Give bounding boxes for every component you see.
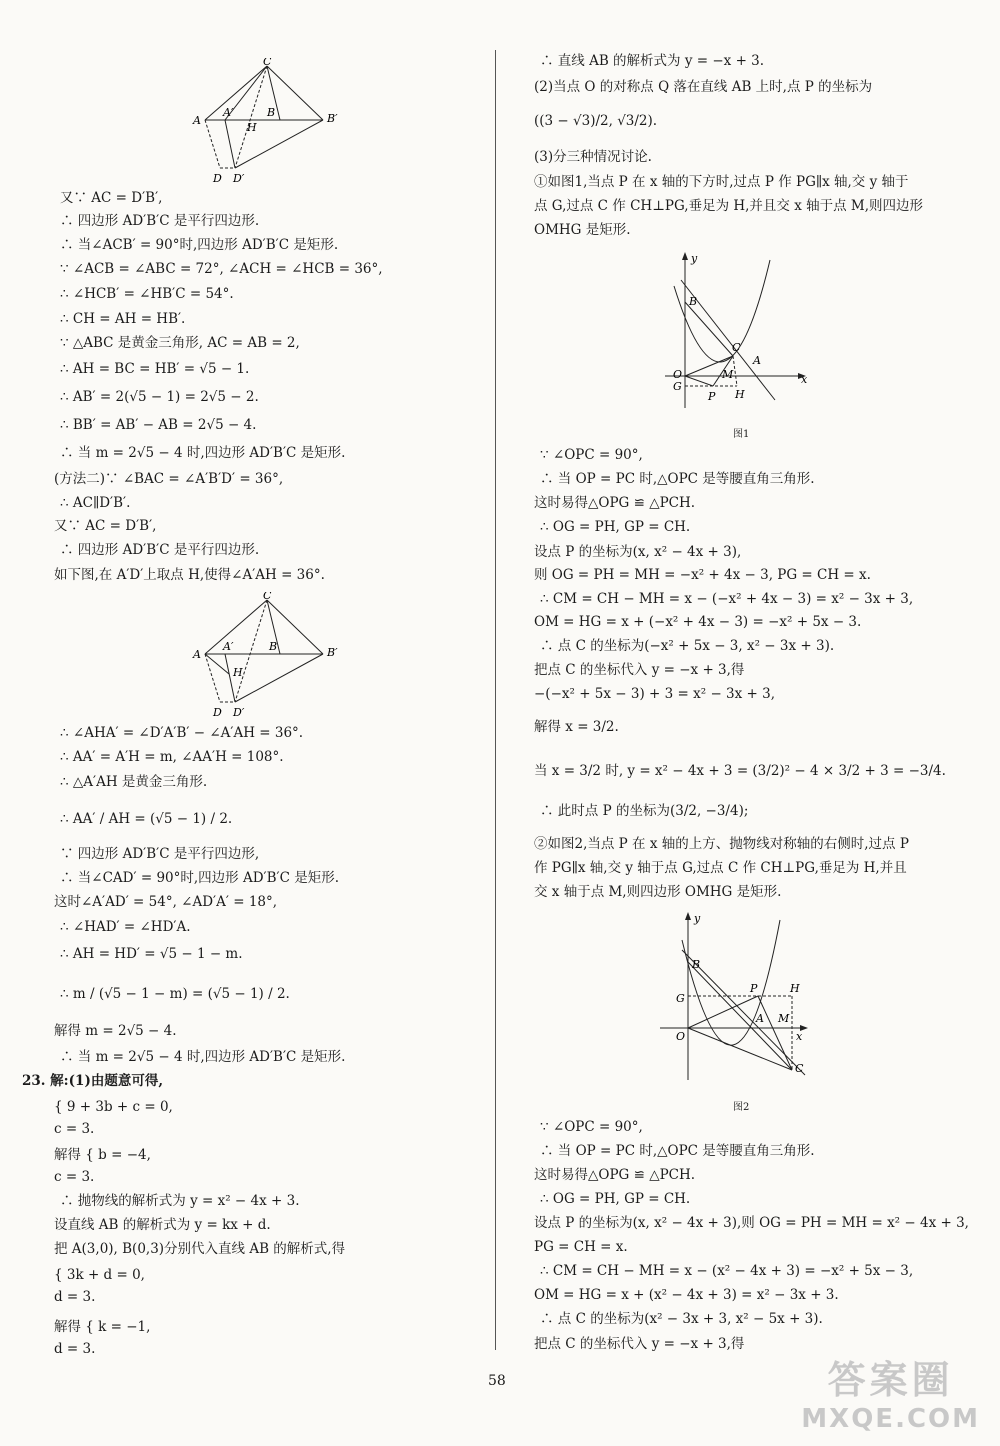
left-line: ∴ 当∠CAD′ = 90°时,四边形 AD′B′C 是矩形. [60, 870, 340, 886]
left-line: 把 A(3,0), B(0,3)分别代入直线 AB 的解析式,得 [54, 1241, 346, 1257]
watermark-line-2: MXQE.COM [801, 1404, 980, 1434]
right-line: ∴ 点 C 的坐标为(−x² + 5x − 3, x² − 3x + 3). [540, 638, 835, 654]
right-line: ((3 − √3)/2, √3/2). [534, 113, 658, 129]
left-line: d = 3. [54, 1289, 96, 1305]
right-line: (3)分三种情况讨论. [534, 149, 652, 165]
left-line: ∴ AA′ / AH = (√5 − 1) / 2. [60, 811, 233, 827]
right-line: ②如图2,当点 P 在 x 轴的上方、抛物线对称轴的右侧时,过点 P [534, 836, 909, 852]
svg-text:H: H [247, 121, 257, 134]
svg-text:D′: D′ [233, 172, 245, 185]
left-line: 这时∠A′AD′ = 54°, ∠AD′A′ = 18°, [54, 894, 278, 910]
figure-2-caption: 图2 [733, 1102, 750, 1113]
right-line: OM = HG = x + (x² − 4x + 3) = x² − 3x + 3. [534, 1287, 839, 1303]
right-line: ∴ 此时点 P 的坐标为(3/2, −3/4); [540, 803, 749, 819]
left-line: (方法二)∵ ∠BAC = ∠A′B′D′ = 36°, [54, 471, 284, 487]
right-line: 点 G,过点 C 作 CH⊥PG,垂足为 H,并且交 x 轴于点 M,则四边形 [534, 198, 924, 214]
svg-text:P: P [750, 982, 758, 995]
watermark-line-1: 答案圈 [827, 1358, 954, 1402]
right-line: 把点 C 的坐标代入 y = −x + 3,得 [534, 1336, 745, 1352]
svg-text:D: D [213, 172, 222, 185]
svg-text:H: H [790, 982, 800, 995]
left-line: ∴ 当 m = 2√5 − 4 时,四边形 AD′B′C 是矩形. [60, 445, 346, 461]
left-line: ∵ 四边形 AD′B′C 是平行四边形, [60, 846, 260, 862]
right-line: 设点 P 的坐标为(x, x² − 4x + 3),则 OG = PH = MH = x² − 4x + 3, [534, 1215, 969, 1231]
left-line: ∵ △ABC 是黄金三角形, AC = AB = 2, [60, 335, 300, 351]
left-line: c = 3. [54, 1121, 95, 1137]
figure-1-graph [665, 250, 815, 412]
left-line: ∴ CH = AH = HB′. [60, 311, 186, 327]
right-line: ∴ 当 OP = PC 时,△OPC 是等腰直角三角形. [540, 471, 815, 487]
right-line: (2)当点 O 的对称点 Q 落在直线 AB 上时,点 P 的坐标为 [534, 79, 873, 95]
left-line: ∴ △A′AH 是黄金三角形. [60, 774, 208, 790]
left-line: ∵ ∠ACB = ∠ABC = 72°, ∠ACH = ∠HCB = 36°, [60, 261, 383, 277]
svg-text:C: C [795, 1062, 804, 1075]
svg-text:M: M [722, 368, 734, 381]
left-line: ∴ AC∥D′B′. [60, 495, 131, 511]
left-line: ∴ AB′ = 2(√5 − 1) = 2√5 − 2. [60, 389, 259, 405]
right-line: ∴ 点 C 的坐标为(x² − 3x + 3, x² − 5x + 3). [540, 1311, 823, 1327]
svg-text:H: H [735, 388, 745, 401]
left-line: 如下图,在 A′D′上取点 H,使得∠A′AH = 36°. [54, 567, 325, 583]
svg-text:x: x [796, 1030, 803, 1043]
svg-text:M: M [778, 1012, 790, 1025]
right-line: PG = CH = x. [534, 1239, 628, 1255]
geometry-figure-middle [185, 592, 345, 722]
svg-text:G: G [673, 380, 682, 393]
svg-text:B: B [692, 958, 701, 971]
svg-text:G: G [676, 992, 685, 1005]
left-line: { 9 + 3b + c = 0, [54, 1099, 173, 1115]
left-line: 解得 { b = −4, [54, 1147, 151, 1163]
left-line: ∴ m / (√5 − 1 − m) = (√5 − 1) / 2. [60, 986, 290, 1002]
svg-text:B: B [689, 295, 698, 308]
svg-text:A: A [193, 114, 201, 127]
left-line: ∴ 当 m = 2√5 − 4 时,四边形 AD′B′C 是矩形. [60, 1049, 346, 1065]
left-line: d = 3. [54, 1341, 96, 1357]
svg-text:A′: A′ [223, 640, 234, 653]
svg-text:D: D [213, 706, 222, 719]
left-line: c = 3. [54, 1169, 95, 1185]
right-line: ∴ 当 OP = PC 时,△OPC 是等腰直角三角形. [540, 1143, 815, 1159]
right-line: ∴ 直线 AB 的解析式为 y = −x + 3. [540, 53, 765, 69]
left-line: 解得 { k = −1, [54, 1319, 151, 1335]
svg-text:C: C [263, 592, 272, 602]
svg-text:B: B [269, 640, 278, 653]
svg-text:x: x [801, 373, 808, 386]
right-line: OMHG 是矩形. [534, 222, 631, 238]
left-line: 设直线 AB 的解析式为 y = kx + d. [54, 1217, 271, 1233]
left-line: ∴ AH = BC = HB′ = √5 − 1. [60, 361, 250, 377]
right-line: ∵ ∠OPC = 90°, [540, 447, 643, 463]
left-line: ∴ AA′ = A′H = m, ∠AA′H = 108°. [60, 749, 284, 765]
svg-text:A: A [193, 648, 201, 661]
right-line: ∴ OG = PH, GP = CH. [540, 519, 691, 535]
right-line: ∵ ∠OPC = 90°, [540, 1119, 643, 1135]
right-line: −(−x² + 5x − 3) + 3 = x² − 3x + 3, [534, 686, 776, 702]
left-line: ∴ 当∠ACB′ = 90°时,四边形 AD′B′C 是矩形. [60, 237, 339, 253]
svg-text:C: C [732, 341, 741, 354]
right-line: ∴ OG = PH, GP = CH. [540, 1191, 691, 1207]
geometry-figure-top [185, 58, 345, 188]
svg-text:D′: D′ [233, 706, 245, 719]
left-line: ∴ 四边形 AD′B′C 是平行四边形. [60, 542, 260, 558]
watermark-logo [801, 1349, 980, 1434]
svg-text:A: A [756, 1012, 764, 1025]
right-line: 设点 P 的坐标为(x, x² − 4x + 3), [534, 544, 742, 560]
svg-text:P: P [708, 390, 716, 403]
right-line: 则 OG = PH = MH = −x² + 4x − 3, PG = CH = x. [534, 567, 871, 583]
right-line: OM = HG = x + (−x² + 4x − 3) = −x² + 5x − 3. [534, 614, 862, 630]
left-line: ∴ ∠HCB′ = ∠HB′C = 54°. [60, 286, 234, 302]
left-line: ∴ AH = HD′ = √5 − 1 − m. [60, 946, 243, 962]
right-line: ∴ CM = CH − MH = x − (−x² + 4x − 3) = x² − 3x + 3, [540, 591, 914, 607]
left-line: ∴ 抛物线的解析式为 y = x² − 4x + 3. [60, 1193, 300, 1209]
left-line: 解得 m = 2√5 − 4. [54, 1023, 177, 1039]
page-number: 58 [488, 1373, 506, 1389]
svg-text:B′: B′ [327, 646, 338, 659]
svg-text:A: A [753, 354, 761, 367]
svg-text:O: O [676, 1030, 686, 1043]
svg-text:O: O [673, 368, 683, 381]
svg-text:B′: B′ [327, 112, 338, 125]
svg-text:A′: A′ [223, 106, 234, 119]
left-line: 又∵ AC = D′B′, [54, 518, 157, 534]
figure-1-caption: 图1 [733, 429, 750, 440]
left-line: ∴ ∠AHA′ = ∠D′A′B′ − ∠A′AH = 36°. [60, 725, 304, 741]
right-line: 这时易得△OPG ≌ △PCH. [534, 1167, 696, 1183]
right-line: ∴ CM = CH − MH = x − (x² − 4x + 3) = −x² + 5x − 3, [540, 1263, 914, 1279]
figure-2-graph [660, 910, 810, 1082]
left-line: ∴ BB′ = AB′ − AB = 2√5 − 4. [60, 417, 257, 433]
left-line: 又∵ AC = D′B′, [60, 190, 163, 206]
left-line: ∴ 四边形 AD′B′C 是平行四边形. [60, 213, 260, 229]
right-line: ①如图1,当点 P 在 x 轴的下方时,过点 P 作 PG∥x 轴,交 y 轴于 [534, 174, 909, 190]
column-divider [495, 50, 496, 1350]
right-line: 这时易得△OPG ≌ △PCH. [534, 495, 696, 511]
left-line: { 3k + d = 0, [54, 1267, 145, 1283]
left-line: ∴ ∠HAD′ = ∠HD′A. [60, 919, 191, 935]
svg-text:B: B [267, 106, 276, 119]
right-line: 解得 x = 3/2. [534, 719, 619, 735]
right-line: 交 x 轴于点 M,则四边形 OMHG 是矩形. [534, 884, 782, 900]
right-line: 把点 C 的坐标代入 y = −x + 3,得 [534, 662, 745, 678]
svg-text:y: y [691, 252, 698, 265]
right-line: 当 x = 3/2 时, y = x² − 4x + 3 = (3/2)² − 4 × 3/2 + 3 = −3/4. [534, 763, 946, 779]
svg-text:y: y [694, 912, 701, 925]
svg-text:C: C [263, 58, 272, 68]
svg-text:H: H [233, 666, 243, 679]
right-line: 作 PG∥x 轴,交 y 轴于点 G,过点 C 作 CH⊥PG,垂足为 H,并且 [534, 860, 907, 876]
question-23-heading: 23. 解:(1)由题意可得, [22, 1073, 164, 1089]
